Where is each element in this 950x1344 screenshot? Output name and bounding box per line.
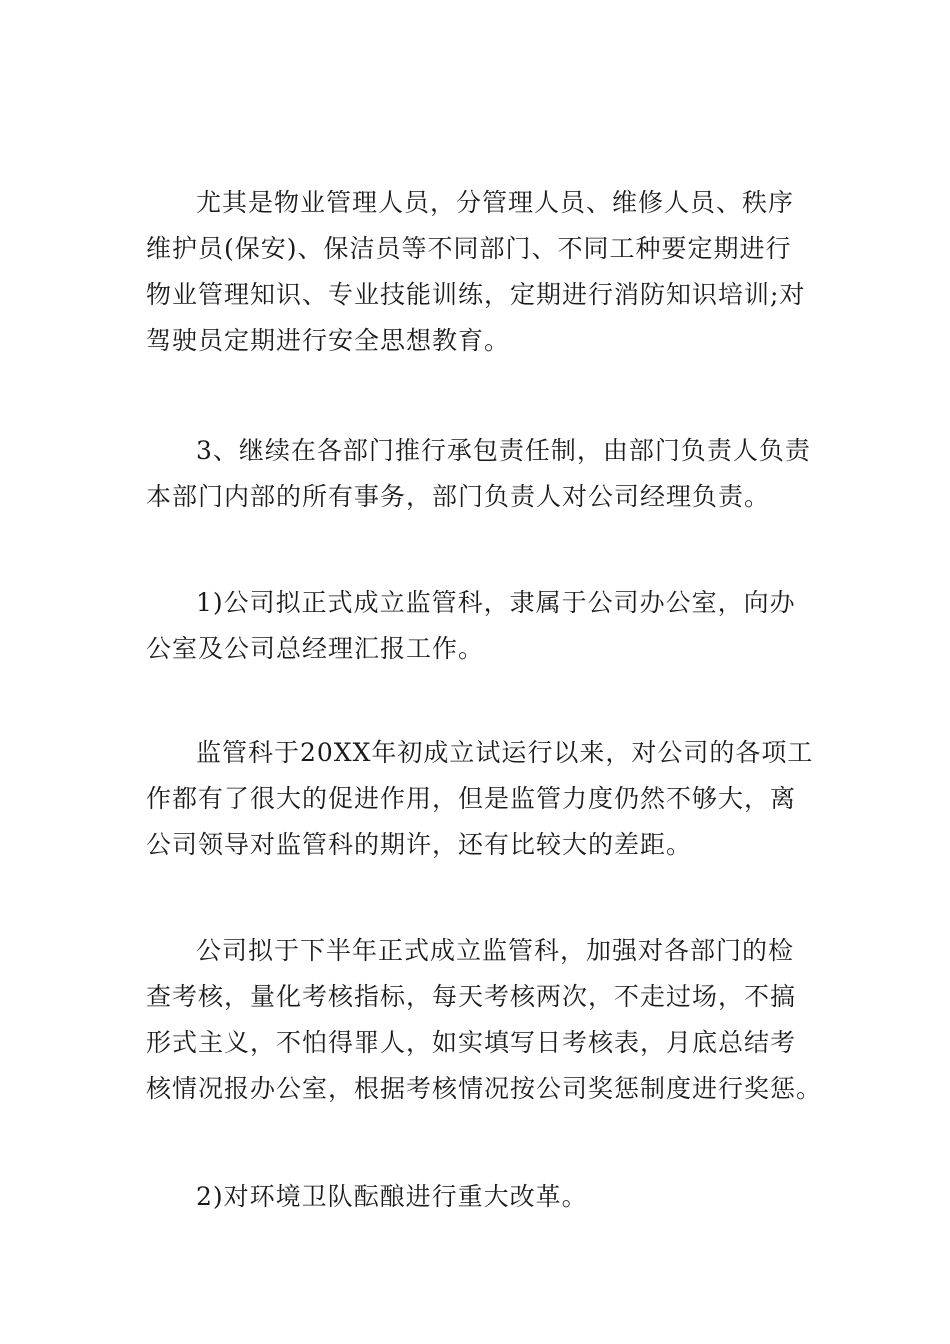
- paragraph-sanitation-reform: [146, 1174, 806, 1220]
- paragraph-line: 监管科于20XX年初成立试运行以来，对公司的各项工: [196, 738, 814, 767]
- paragraph-line: 作都有了很大的促进作用，但是监管力度仍然不够大，离: [146, 784, 797, 813]
- paragraph-line: 物业管理知识、专业技能训练，定期进行消防知识培训;对: [146, 280, 806, 309]
- paragraph-line: 公司拟于下半年正式成立监管科，加强对各部门的检: [196, 936, 795, 965]
- paragraph-line: 2)对环境卫队酝酿进行重大改革。: [196, 1182, 588, 1211]
- paragraph-line: 维护员(保安)、保洁员等不同部门、不同工种要定期进行: [146, 234, 792, 263]
- paragraph-line: 形式主义，不怕得罪人，如实填写日考核表，月底总结考: [146, 1028, 797, 1057]
- paragraph-supervision-dept: [146, 580, 806, 672]
- paragraph-line: 尤其是物业管理人员，分管理人员、维修人员、秩序: [196, 188, 795, 217]
- paragraph-line: 查考核，量化考核指标，每天考核两次，不走过场，不搞: [146, 982, 797, 1011]
- paragraph-supervision-history: [146, 730, 814, 868]
- paragraph-line: 公室及公司总经理汇报工作。: [146, 634, 485, 663]
- paragraph-line: 核情况报办公室，根据考核情况按公司奖惩制度进行奖惩。: [146, 1074, 823, 1103]
- paragraph-line: 3、继续在各部门推行承包责任制，由部门负责人负责: [196, 436, 811, 465]
- paragraph-line: 1)公司拟正式成立监管科，隶属于公司办公室，向办: [196, 588, 796, 617]
- paragraph-contract-responsibility: [146, 428, 811, 520]
- paragraph-line: 公司领导对监管科的期许，还有比较大的差距。: [146, 830, 693, 859]
- paragraph-line: 本部门内部的所有事务，部门负责人对公司经理负责。: [146, 482, 771, 511]
- paragraph-line: 驾驶员定期进行安全思想教育。: [146, 326, 511, 355]
- paragraph-staff-training: [146, 180, 806, 364]
- paragraph-supervision-plan: [146, 928, 823, 1112]
